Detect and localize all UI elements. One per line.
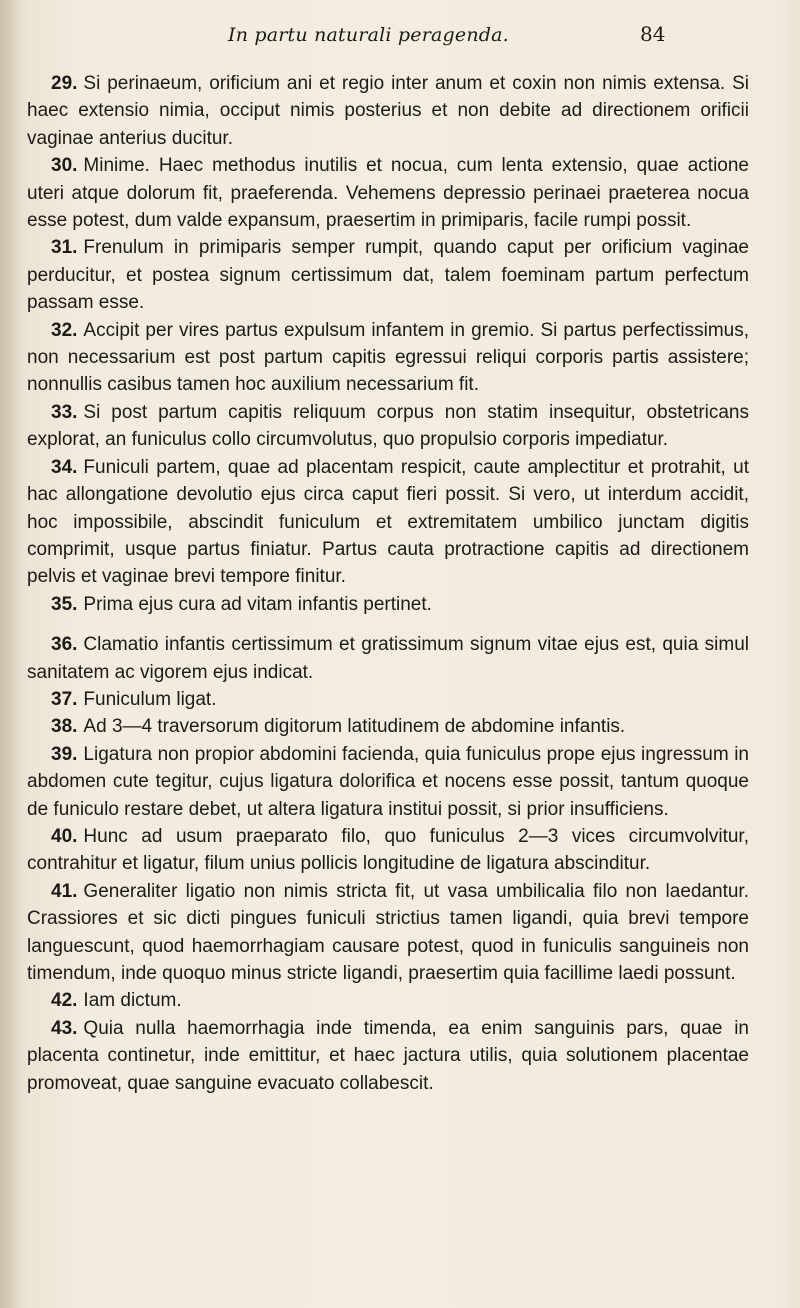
paragraph-37 — [27, 686, 749, 713]
paragraph-text: Si post partum capitis reliquum corpus non statim insequitur, obstetricans explorat, an funiculus collo circumvolutus, quo propulsio corporis impediatur. — [27, 401, 749, 451]
paragraph-42 — [27, 987, 749, 1014]
paragraph-29 — [27, 70, 749, 152]
paragraph-text: Quia nulla haemorrhagia inde timenda, ea enim sanguinis pars, quae in placenta continetur, inde emittitur, et haec jactura utilis, quia solutionem placentae promoveat, quae sanguine evacuato collabescit. — [27, 1017, 749, 1094]
paragraph-text: Iam dictum. — [83, 990, 182, 1012]
paragraph-number: 30. — [51, 155, 78, 177]
paragraph-number: 32. — [51, 319, 78, 341]
paragraph-number: 41. — [51, 880, 78, 902]
paragraph-number: 33. — [51, 401, 78, 423]
paragraph-36 — [27, 631, 749, 686]
paragraph-number: 38. — [51, 716, 78, 738]
paragraph-number: 40. — [51, 825, 78, 847]
paragraph-35 — [27, 591, 749, 618]
paragraph-text: Generaliter ligatio non nimis stricta fit, ut vasa umbilicalia filo non laedantur. Crassiores et sic dicti pingues funiculi strictius tamen ligandi, quia brevi tempore languescunt, quod haemorrhagiam causare potest, quod in funiculis sanguineis non timendum, inde quoquo minus stricte ligandi, praesertim quia facillime laedi possunt. — [27, 880, 749, 984]
paragraph-text: Hunc ad usum praeparato filo, quo funiculus 2—3 vices circumvolvitur, contrahitur et ligatur, filum unius pollicis longitudine de ligatura abscinditur. — [27, 825, 749, 875]
paragraph-text: Minime. Haec methodus inutilis et nocua, cum lenta extensio, quae actione uteri atque dolorum fit, praeferenda. Vehemens depressio perinaei praeterea nocua esse potest, dum valde expansum, praesertim in primiparis, facile rumpi possit. — [27, 155, 749, 232]
paragraph-43 — [27, 1015, 749, 1097]
paragraph-number: 35. — [51, 593, 78, 615]
running-title: In partu naturali peragenda. — [228, 24, 509, 46]
gutter-shadow — [0, 0, 22, 1308]
paragraph-text: Ligatura non propior abdomini facienda, quia funiculus prope ejus ingressum in abdomen cute tegitur, cujus ligatura dolorifica et nocens esse possit, tantum quoque de funiculo restare debet, ut altera ligatura institui possit, si prior insufficiens. — [27, 743, 749, 820]
paragraph-text: Funiculi partem, quae ad placentam respicit, caute amplectitur et protrahit, ut hac allongatione devolutio ejus circa caput fieri possit. Si vero, ut interdum accidit, hoc impossibile, abscindit funiculum et extremitatem umbilico junctam digitis comprimit, usque partus finiatur. Partus cauta protractione capitis ad directionem pelvis et vaginae brevi tempore finitur. — [27, 456, 749, 588]
paragraph-number: 31. — [51, 237, 78, 259]
paragraph-number: 36. — [51, 634, 78, 656]
paragraph-number: 43. — [51, 1017, 78, 1039]
paragraph-text: Prima ejus cura ad vitam infantis pertinet. — [83, 593, 432, 615]
paragraph-number: 29. — [51, 73, 78, 94]
paragraph-39 — [27, 741, 749, 823]
paragraph-38 — [27, 713, 749, 740]
paragraph-30 — [27, 152, 749, 234]
paragraph-text: Accipit per vires partus expulsum infantem in gremio. Si partus perfectissimus, non necessarium est post partum capitis egressui reliqui corporis partis assistere; nonnullis casibus tamen hoc auxilium necessarium fit. — [27, 319, 749, 396]
paragraph-33 — [27, 399, 749, 454]
paragraph-text: Frenulum in primiparis semper rumpit, quando caput per orificium vaginae perducitur, et postea signum certissimum dat, talem foeminam partum perfectum passam esse. — [27, 237, 749, 314]
page-header — [0, 24, 800, 54]
paragraph-41 — [27, 878, 749, 988]
paragraph-32 — [27, 317, 749, 399]
paragraph-text: Funiculum ligat. — [83, 688, 217, 710]
page-number: 84 — [640, 22, 666, 46]
paragraph-text: Si perinaeum, orificium ani et regio inter anum et coxin non nimis extensa. Si haec extensio nimia, occiput nimis posterius et non debite ad directionem orificii vaginae anterius ducitur. — [27, 73, 749, 149]
paragraph-number: 37. — [51, 688, 78, 710]
paragraph-number: 34. — [51, 456, 78, 478]
paragraph-text: Clamatio infantis certissimum et gratissimum signum vitae ejus est, quia simul sanitatem ac vigorem ejus indicat. — [27, 634, 749, 683]
paragraph-34 — [27, 454, 749, 591]
paragraph-number: 42. — [51, 990, 78, 1012]
paragraph-31 — [27, 234, 749, 316]
paragraph-number: 39. — [51, 743, 78, 765]
body-text — [27, 70, 749, 1097]
paragraph-40 — [27, 823, 749, 878]
paragraph-text: Ad 3—4 traversorum digitorum latitudinem de abdomine infantis. — [83, 716, 626, 738]
